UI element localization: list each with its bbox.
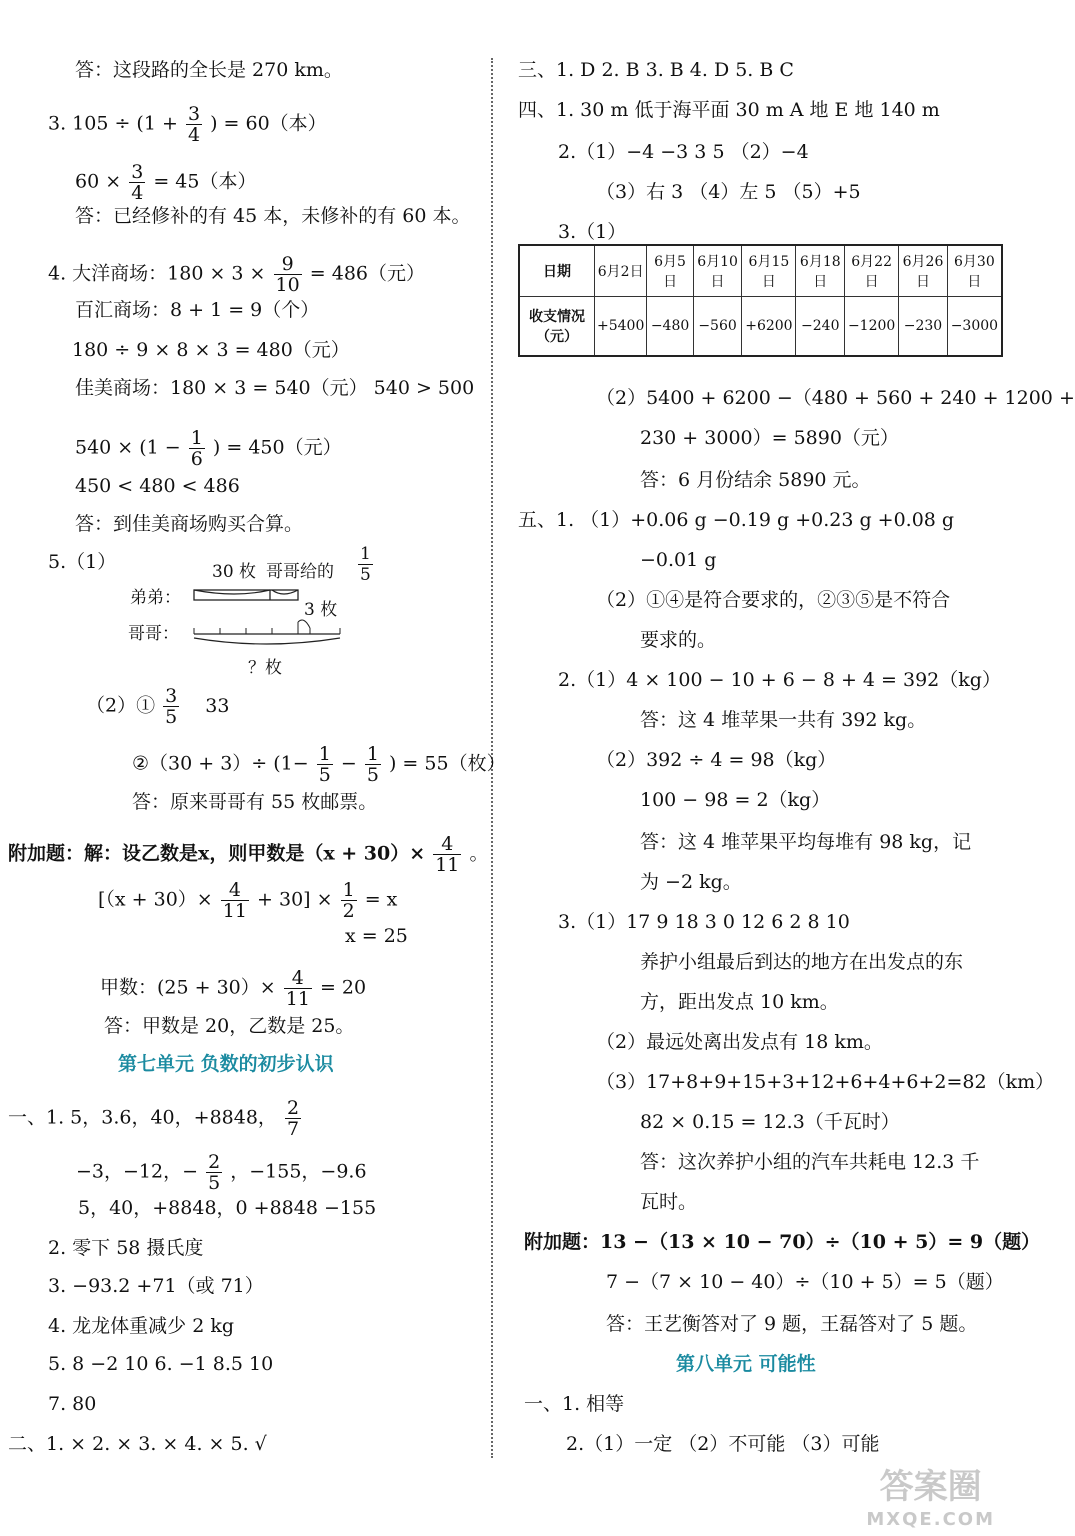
diagram-total: ？枚 [248,658,282,678]
diagram-didi: 弟弟： [130,588,181,608]
q3-pre: 3. 105 ÷ (1 + [48,112,178,135]
table-cell: −3000 [947,297,1002,357]
part5-q3d: （2）最远处离出发点有 18 km。 [596,1031,883,1053]
fraction: $\frac{2}{5}$ [208,1151,221,1194]
part4-q3: 3.（1） [558,221,627,243]
q4-line-b: 百汇商场：8 + 1 = 9（个） [75,299,320,321]
part5-q3-answer-b: 瓦时。 [640,1191,698,1213]
extra-equation: [（x + 30）× $\frac{4}{11}$ + 30] × $\frac{1}{2}$ = x [98,879,398,922]
part5-q3f: 82 × 0.15 = 12.3（千瓦时） [640,1111,900,1133]
fraction: $\frac{9}{10}$ [275,253,300,296]
q4-line-d: 佳美商场：180 × 3 = 540（元） 540 > 500 [75,377,475,399]
q3-answer: 答：已经修补的有 45 本，未修补的有 60 本。 [75,205,471,227]
table-cell: 6月18日 [796,245,845,297]
fraction: $\frac{1}{6}$ [190,427,203,470]
extra-question: 附加题：解：设乙数是x，则甲数是（x + 30）× $\frac{4}{11}$ 。 [8,833,489,876]
part4-q1: 四、1. 30 m 低于海平面 30 m A 地 E 地 140 m [518,99,940,121]
s7-q7: 7. 80 [48,1393,97,1415]
q4-line-f: 450 < 480 < 486 [75,475,240,497]
table-cell: +5400 [595,297,647,357]
section-7-title: 第七单元 负数的初步认识 [118,1053,334,1075]
segment-diagram [180,572,360,652]
fraction: $\frac{4}{11}$ [222,879,247,922]
q3-post: ) = 60（本） [210,112,327,135]
s7-q2: 2. 零下 58 摄氏度 [48,1237,204,1259]
part4-q3-2b: 230 + 3000）= 5890（元） [640,427,899,449]
q3-line [48,104,327,145]
s7-q5: 5. 8 −2 10 6. −1 8.5 10 [48,1353,274,1375]
part5-q2b: （2）392 ÷ 4 = 98（kg） [596,749,837,771]
extra-jia: 甲数：(25 + 30）× $\frac{4}{11}$ = 20 [100,967,367,1010]
fraction: $\frac{3}{4}$ [187,103,201,146]
part5-q2-answer2a: 答：这 4 堆苹果平均每堆有 98 kg，记 [640,831,972,853]
table-cell: −480 [647,297,693,357]
table-cell: 6月10日 [693,245,742,297]
table-cell: 6月5日 [647,245,693,297]
q5-answer: 答：原来哥哥有 55 枚邮票。 [132,791,378,813]
s7-q3: 3. −93.2 +71（或 71） [48,1275,264,1297]
part5-q3-answer-a: 答：这次养护小组的汽车共耗电 12.3 千 [640,1151,980,1173]
q3b-line: 60 × $\frac{3}{4}$ = 45（本） [75,161,257,204]
part5-q1c: （2）①④是符合要求的，②③⑤是不符合 [596,589,951,611]
fraction: $\frac{4}{11}$ [285,967,310,1010]
table-cell: −1200 [845,297,899,357]
part5-q2c: 100 − 98 = 2（kg） [640,789,831,811]
part5-q1b: −0.01 g [640,549,717,571]
answer-line: 答：这段路的全长是 270 km。 [75,59,343,81]
table-cell: +6200 [742,297,796,357]
q4-line-c: 180 ÷ 9 × 8 × 3 = 480（元） [72,339,350,361]
fraction: $\frac{2}{7}$ [286,1097,300,1140]
watermark: 答案圈 MXQE.COM [866,1467,995,1530]
diagram-given: 哥哥给的 [266,562,334,582]
extra-answer: 答：王艺衡答对了 9 题，王磊答对了 5 题。 [606,1313,978,1335]
table-cell: 6月2日 [595,245,647,297]
fraction: $\frac{1}{5}$ [318,743,331,786]
section-8-title: 第八单元 可能性 [676,1353,816,1375]
diagram-fraction: $\frac{1}{5}$ [360,544,371,585]
table-header-date: 日期 [519,245,595,297]
fraction: $\frac{3}{5}$ [165,685,178,728]
q5-label: 5.（1） [48,551,117,573]
part5-q3b: 养护小组最后到达的地方在出发点的东 [640,951,964,973]
table-cell: 6月30日 [947,245,1002,297]
table-cell: −560 [693,297,742,357]
fraction: $\frac{1}{5}$ [366,743,379,786]
part5-q2-answer2b: 为 −2 kg。 [640,871,742,893]
extra-solution: x = 25 [345,925,408,947]
table-cell: 6月26日 [899,245,948,297]
q4-line: 4. 大洋商场：180 × 3 × $\frac{9}{10}$ = 486（元） [48,253,425,296]
diagram-gege: 哥哥： [128,624,179,644]
s7-q1c: 5，40，+8848，0 +8848 −155 [78,1197,377,1219]
q4-line-e: 540 × (1 − $\frac{1}{6}$ ) = 450（元） [75,427,342,470]
extra-b: 7 −（7 × 10 − 40）÷（10 + 5）= 5（题） [606,1271,1004,1293]
part3: 三、1. D 2. B 3. B 4. D 5. B C [518,59,794,81]
part4-q3-2a: （2）5400 + 6200 −（480 + 560 + 240 + 1200 + [596,387,1075,409]
table-cell: −240 [796,297,845,357]
fraction: $\frac{3}{4}$ [131,161,144,204]
s7-q4: 4. 龙龙体重减少 2 kg [48,1315,235,1337]
part5-q1d: 要求的。 [640,629,717,651]
s7-q1b: −3，−12，− $\frac{2}{5}$ ，−155，−9.6 [76,1151,367,1194]
diagram-3: 3 枚 [304,600,338,620]
extra-a: 附加题：13 −（13 × 10 − 70）÷（10 + 5）= 9（题） [524,1231,1041,1253]
part5-q3e: （3）17+8+9+15+3+12+6+4+6+2=82（km） [596,1071,1055,1093]
part4-q3-answer: 答：6 月份结余 5890 元。 [640,469,871,491]
s8-q2: 2.（1）一定 （2）不可能 （3）可能 [566,1433,880,1455]
table-header-income: 收支情况（元） [519,297,595,357]
s7-part2: 二、1. × 2. × 3. × 4. × 5. √ [8,1433,267,1455]
table-row [519,245,1002,297]
diagram-30: 30 枚 [212,562,257,582]
table-cell: 6月22日 [845,245,899,297]
fraction: $\frac{4}{11}$ [435,833,460,876]
part4-q2: 2.（1）−4 −3 3 5 （2）−4 [558,141,809,163]
q4-answer: 答：到佳美商场购买合算。 [75,513,304,535]
part5-q3: 3.（1）17 9 18 3 0 12 6 2 8 10 [558,911,850,933]
part5-q2-answer: 答：这 4 堆苹果一共有 392 kg。 [640,709,927,731]
part4-q2b: （3）右 3 （4）左 5 （5）+5 [596,181,861,203]
extra-answer: 答：甲数是 20，乙数是 25。 [104,1015,355,1037]
part5-q2: 2.（1）4 × 100 − 10 + 6 − 8 + 4 = 392（kg） [558,669,1001,691]
q5-2-line: （2）① $\frac{3}{5}$ 33 [86,685,230,728]
s7-q1: 一、1. 5，3.6，40，+8848， $\frac{2}{7}$ [8,1097,300,1140]
table-cell: 6月15日 [742,245,796,297]
s8-q1: 一、1. 相等 [524,1393,625,1415]
income-table [518,244,1003,357]
table-cell: −230 [899,297,948,357]
part5-q3c: 方，距出发点 10 km。 [640,991,839,1013]
fraction: $\frac{1}{2}$ [342,879,355,922]
table-row [519,297,1002,357]
part5-q1: 五、1. （1）+0.06 g −0.19 g +0.23 g +0.08 g [518,509,955,531]
q5-3-line: ②（30 + 3）÷ (1− $\frac{1}{5}$ − $\frac{1}{5}$ ) = 55（枚） [132,743,506,786]
